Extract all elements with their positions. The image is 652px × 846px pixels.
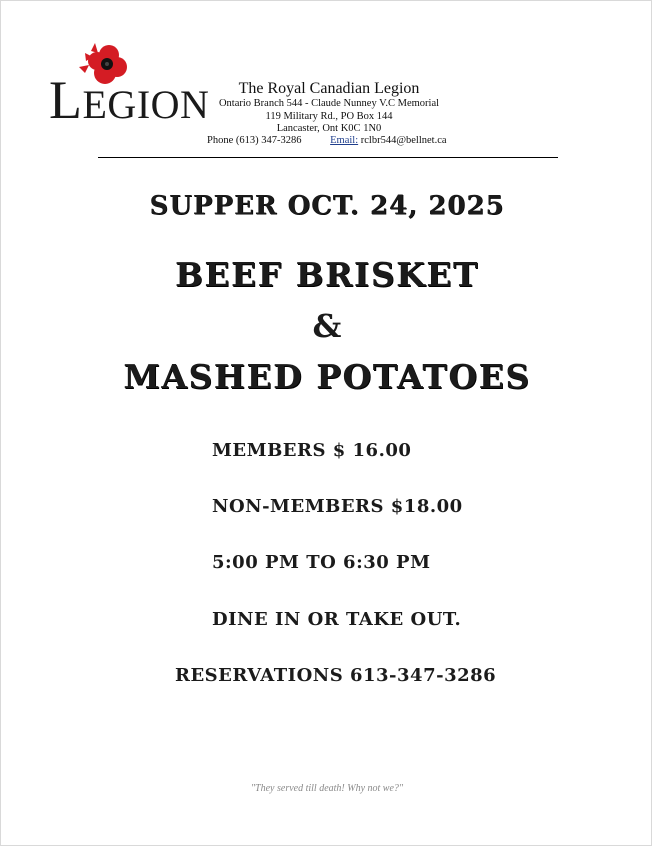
- event-title: SUPPER OCT. 24, 2025: [149, 191, 505, 221]
- non-members-price: NON-MEMBERS $18.00: [212, 496, 463, 517]
- event-time: 5:00 PM TO 6:30 PM: [212, 552, 431, 573]
- logo-wordmark: LEGION: [49, 70, 210, 130]
- address-line-1: 119 Military Rd., PO Box 144: [265, 110, 393, 122]
- footer-motto: "They served till death! Why not we?": [250, 783, 404, 794]
- legion-logo: [49, 41, 219, 130]
- contact-line: [207, 135, 447, 147]
- email-label[interactable]: Email:: [330, 135, 359, 146]
- branch-name: Ontario Branch 544 - Claude Nunney V.C Memorial: [218, 98, 440, 109]
- members-price: MEMBERS $ 16.00: [212, 440, 412, 461]
- dish-1: BEEF BRISKET: [174, 255, 480, 294]
- email-address: rclbr544@bellnet.ca: [360, 135, 447, 146]
- dish-2: MASHED POTATOES: [123, 357, 531, 396]
- header-divider: [98, 157, 558, 158]
- address-line-2: Lancaster, Ont K0C 1N0: [276, 123, 382, 134]
- org-name: The Royal Canadian Legion: [238, 80, 420, 97]
- phone-text: Phone (613) 347-3286: [207, 135, 302, 146]
- letterhead: [201, 79, 457, 136]
- ampersand: &: [312, 307, 342, 345]
- reservations: RESERVATIONS 613-347-3286: [175, 665, 497, 686]
- dine-option: DINE IN OR TAKE OUT.: [212, 609, 462, 630]
